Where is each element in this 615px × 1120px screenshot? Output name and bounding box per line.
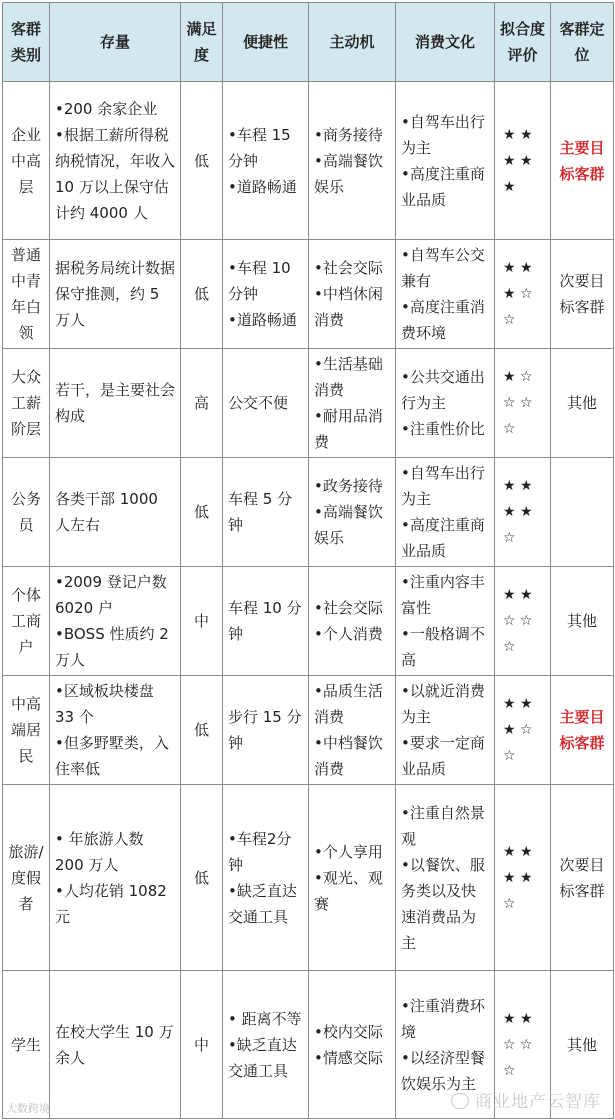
positioning-text: 其他 bbox=[566, 612, 597, 630]
satisfaction-cell bbox=[181, 971, 223, 1119]
positioning-text: 次要目标客群 bbox=[559, 272, 605, 316]
table-row bbox=[3, 785, 614, 971]
table-body bbox=[3, 82, 614, 1119]
category-text: 中高端居民 bbox=[10, 695, 41, 765]
category-text: 个体工商户 bbox=[10, 586, 41, 656]
culture-line: •公共交通出行为主 bbox=[401, 368, 485, 412]
category-cell bbox=[3, 240, 50, 349]
convenience-cell bbox=[223, 458, 309, 567]
motive-line: •社会交际 bbox=[314, 599, 383, 617]
motive-line: •品质生活消费 bbox=[314, 682, 383, 726]
category-cell bbox=[3, 971, 50, 1119]
convenience-line: •道路畅通 bbox=[228, 311, 297, 329]
convenience-line: •缺乏直达交通工具 bbox=[228, 881, 297, 926]
convenience-line: •车程2分钟 bbox=[228, 829, 292, 874]
stock-cell bbox=[50, 567, 181, 676]
rating-cell bbox=[495, 785, 551, 971]
header-rating: 拟合度评价 bbox=[495, 3, 551, 82]
satisfaction-text: 低 bbox=[193, 151, 209, 170]
rating-text: ★ ☆ ☆ ☆ ☆ bbox=[503, 369, 533, 437]
rating-cell bbox=[495, 458, 551, 567]
stock-line: •根据工薪所得税纳税情况，年收入 10 万以上保守估计约 4000 人 bbox=[55, 125, 176, 222]
table-row bbox=[3, 349, 614, 458]
culture-cell bbox=[396, 676, 495, 785]
culture-line: •注重内容丰富性 bbox=[401, 573, 485, 617]
category-cell bbox=[3, 458, 50, 567]
satisfaction-text: 低 bbox=[193, 285, 209, 303]
motive-cell bbox=[309, 240, 396, 349]
satisfaction-text: 中 bbox=[193, 612, 209, 630]
convenience-line: 车程 10 分钟 bbox=[228, 599, 302, 643]
convenience-line: 公交不便 bbox=[228, 394, 289, 412]
convenience-line: 车程 5 分钟 bbox=[228, 490, 293, 534]
stock-line: 若干，是主要社会构成 bbox=[55, 381, 176, 425]
convenience-cell bbox=[223, 971, 309, 1119]
motive-cell bbox=[309, 971, 396, 1119]
convenience-line: •车程 10 分钟 bbox=[228, 259, 291, 303]
category-cell bbox=[3, 785, 50, 971]
motive-line: •社会交际 bbox=[314, 259, 383, 277]
positioning-text: 次要目标客群 bbox=[559, 855, 605, 900]
motive-cell bbox=[309, 785, 396, 971]
positioning-text: 其他 bbox=[566, 1035, 597, 1054]
stock-line: 据税务局统计数据保守推测，约 5 万人 bbox=[55, 259, 176, 329]
convenience-cell bbox=[223, 82, 309, 240]
category-cell bbox=[3, 676, 50, 785]
category-text: 企业中高层 bbox=[10, 125, 41, 196]
motive-line: •校内交际 bbox=[314, 1022, 383, 1041]
motive-cell bbox=[309, 567, 396, 676]
culture-line: •注重消费环境 bbox=[401, 996, 485, 1041]
table-row bbox=[3, 567, 614, 676]
satisfaction-cell bbox=[181, 458, 223, 567]
table-row bbox=[3, 458, 614, 567]
category-text: 普通中青年白领 bbox=[10, 246, 41, 342]
table-row bbox=[3, 240, 614, 349]
category-text: 公务员 bbox=[10, 490, 41, 534]
motive-cell bbox=[309, 458, 396, 567]
satisfaction-text: 中 bbox=[193, 1035, 209, 1054]
stock-line: • 年旅游人数 200 万人 bbox=[55, 829, 144, 874]
convenience-cell bbox=[223, 240, 309, 349]
convenience-line: •道路畅通 bbox=[228, 177, 297, 196]
culture-line: •以餐饮、服务类以及快速消费品为主 bbox=[401, 855, 485, 952]
header-convenience: 便捷性 bbox=[223, 3, 309, 82]
category-cell bbox=[3, 567, 50, 676]
satisfaction-cell bbox=[181, 349, 223, 458]
satisfaction-text: 低 bbox=[193, 503, 209, 521]
satisfaction-cell bbox=[181, 676, 223, 785]
motive-cell bbox=[309, 676, 396, 785]
positioning-cell bbox=[551, 458, 614, 567]
convenience-cell bbox=[223, 349, 309, 458]
stock-cell bbox=[50, 676, 181, 785]
satisfaction-text: 低 bbox=[193, 868, 209, 887]
positioning-cell bbox=[551, 82, 614, 240]
stock-line: •人均花销 1082 元 bbox=[55, 881, 167, 926]
rating-cell bbox=[495, 567, 551, 676]
watermark-right bbox=[451, 1087, 601, 1112]
stock-line: 各类干部 1000 人左右 bbox=[55, 490, 158, 534]
positioning-text: 主要目标客群 bbox=[559, 708, 605, 752]
convenience-cell bbox=[223, 676, 309, 785]
positioning-cell bbox=[551, 349, 614, 458]
rating-text: ★ ★ ★ ★ ★ bbox=[503, 126, 533, 195]
culture-cell bbox=[396, 240, 495, 349]
header-stock: 存量 bbox=[50, 3, 181, 82]
culture-line: •注重自然景观 bbox=[401, 803, 485, 848]
rating-cell bbox=[495, 349, 551, 458]
convenience-cell bbox=[223, 785, 309, 971]
culture-line: •高度注重商业品质 bbox=[401, 516, 485, 560]
motive-line: •情感交际 bbox=[314, 1048, 383, 1067]
watermark-right-text: 商业地产云智库 bbox=[475, 1092, 601, 1112]
stock-line: •BOSS 性质约 2 万人 bbox=[55, 625, 169, 669]
culture-cell bbox=[396, 349, 495, 458]
motive-line: •个人消费 bbox=[314, 625, 383, 643]
header-culture: 消费文化 bbox=[396, 3, 495, 82]
culture-cell bbox=[396, 567, 495, 676]
category-cell bbox=[3, 82, 50, 240]
rating-text: ★ ★ ☆ ☆ ☆ bbox=[503, 1010, 533, 1079]
rating-cell bbox=[495, 82, 551, 240]
rating-text: ★ ★ ★ ★ ☆ bbox=[503, 478, 533, 546]
motive-line: •中档餐饮消费 bbox=[314, 734, 383, 778]
watermark-left: 大数跨境 bbox=[6, 1102, 50, 1115]
convenience-line: •车程 15 分钟 bbox=[228, 125, 291, 170]
convenience-line: •缺乏直达交通工具 bbox=[228, 1035, 297, 1080]
culture-cell bbox=[396, 458, 495, 567]
culture-cell bbox=[396, 82, 495, 240]
rating-text: ★ ★ ★ ☆ ☆ bbox=[503, 696, 533, 764]
stock-cell bbox=[50, 458, 181, 567]
positioning-text: 主要目标客群 bbox=[559, 138, 605, 183]
wechat-icon bbox=[451, 1093, 469, 1109]
satisfaction-cell bbox=[181, 785, 223, 971]
category-text: 旅游/度假者 bbox=[8, 842, 44, 913]
header-motive: 主动机 bbox=[309, 3, 396, 82]
motive-line: •高端餐饮娱乐 bbox=[314, 151, 383, 196]
motive-line: •个人享用 bbox=[314, 842, 383, 861]
culture-line: •一般格调不高 bbox=[401, 625, 485, 669]
positioning-cell bbox=[551, 676, 614, 785]
satisfaction-cell bbox=[181, 567, 223, 676]
convenience-line: • 距离不等 bbox=[228, 1009, 302, 1028]
motive-line: •耐用品消费 bbox=[314, 407, 383, 451]
motive-line: •中档休闲消费 bbox=[314, 285, 383, 329]
stock-line: •区域板块楼盘 33 个 bbox=[55, 682, 154, 726]
rating-cell bbox=[495, 240, 551, 349]
motive-line: •高端餐饮娱乐 bbox=[314, 503, 383, 547]
stock-cell bbox=[50, 240, 181, 349]
positioning-cell bbox=[551, 785, 614, 971]
stock-cell bbox=[50, 971, 181, 1119]
convenience-line: 步行 15 分钟 bbox=[228, 708, 302, 752]
stock-line: •但多野墅类，入住率低 bbox=[55, 734, 169, 778]
rating-text: ★ ★ ★ ☆ ☆ bbox=[503, 260, 533, 328]
satisfaction-cell bbox=[181, 82, 223, 240]
satisfaction-text: 低 bbox=[193, 721, 209, 739]
rating-text: ★ ★ ☆ ☆ ☆ bbox=[503, 587, 533, 655]
positioning-cell bbox=[551, 567, 614, 676]
header-satisfaction: 满足度 bbox=[181, 3, 223, 82]
stock-cell bbox=[50, 349, 181, 458]
convenience-cell bbox=[223, 567, 309, 676]
culture-line: •自驾车出行为主 bbox=[401, 112, 485, 157]
category-text: 学生 bbox=[10, 1035, 41, 1054]
category-text: 大众工薪阶层 bbox=[10, 368, 41, 438]
table-row bbox=[3, 676, 614, 785]
culture-line: •自驾车出行为主 bbox=[401, 464, 485, 508]
satisfaction-text: 高 bbox=[193, 394, 209, 412]
culture-line: •高度注重消费环境 bbox=[401, 298, 485, 342]
culture-line: •以经济型餐饮娱乐为主 bbox=[401, 1048, 485, 1093]
rating-cell bbox=[495, 676, 551, 785]
culture-line: •注重性价比 bbox=[401, 420, 485, 438]
motive-cell bbox=[309, 82, 396, 240]
stock-line: •200 余家企业 bbox=[55, 99, 158, 118]
category-cell bbox=[3, 349, 50, 458]
customer-analysis-table bbox=[2, 2, 614, 1119]
culture-line: •要求一定商业品质 bbox=[401, 734, 485, 778]
stock-line: 在校大学生 10 万余人 bbox=[55, 1022, 174, 1067]
stock-line: •2009 登记户数 6020 户 bbox=[55, 573, 167, 617]
culture-cell bbox=[396, 785, 495, 971]
motive-line: •商务接待 bbox=[314, 125, 383, 144]
rating-text: ★ ★ ★ ★ ☆ bbox=[503, 843, 533, 912]
motive-cell bbox=[309, 349, 396, 458]
motive-line: •生活基础消费 bbox=[314, 355, 383, 399]
header-positioning: 客群定位 bbox=[551, 3, 614, 82]
satisfaction-cell bbox=[181, 240, 223, 349]
header-category: 客群类别 bbox=[3, 3, 50, 82]
table-row bbox=[3, 82, 614, 240]
motive-line: •观光、观赛 bbox=[314, 868, 383, 913]
stock-cell bbox=[50, 785, 181, 971]
culture-line: •自驾车公交兼有 bbox=[401, 246, 485, 290]
motive-line: •政务接待 bbox=[314, 477, 383, 495]
stock-cell bbox=[50, 82, 181, 240]
header-row bbox=[3, 3, 614, 82]
culture-line: •以就近消费为主 bbox=[401, 682, 485, 726]
culture-line: •高度注重商业品质 bbox=[401, 164, 485, 209]
positioning-text: 其他 bbox=[566, 394, 597, 412]
positioning-cell bbox=[551, 240, 614, 349]
